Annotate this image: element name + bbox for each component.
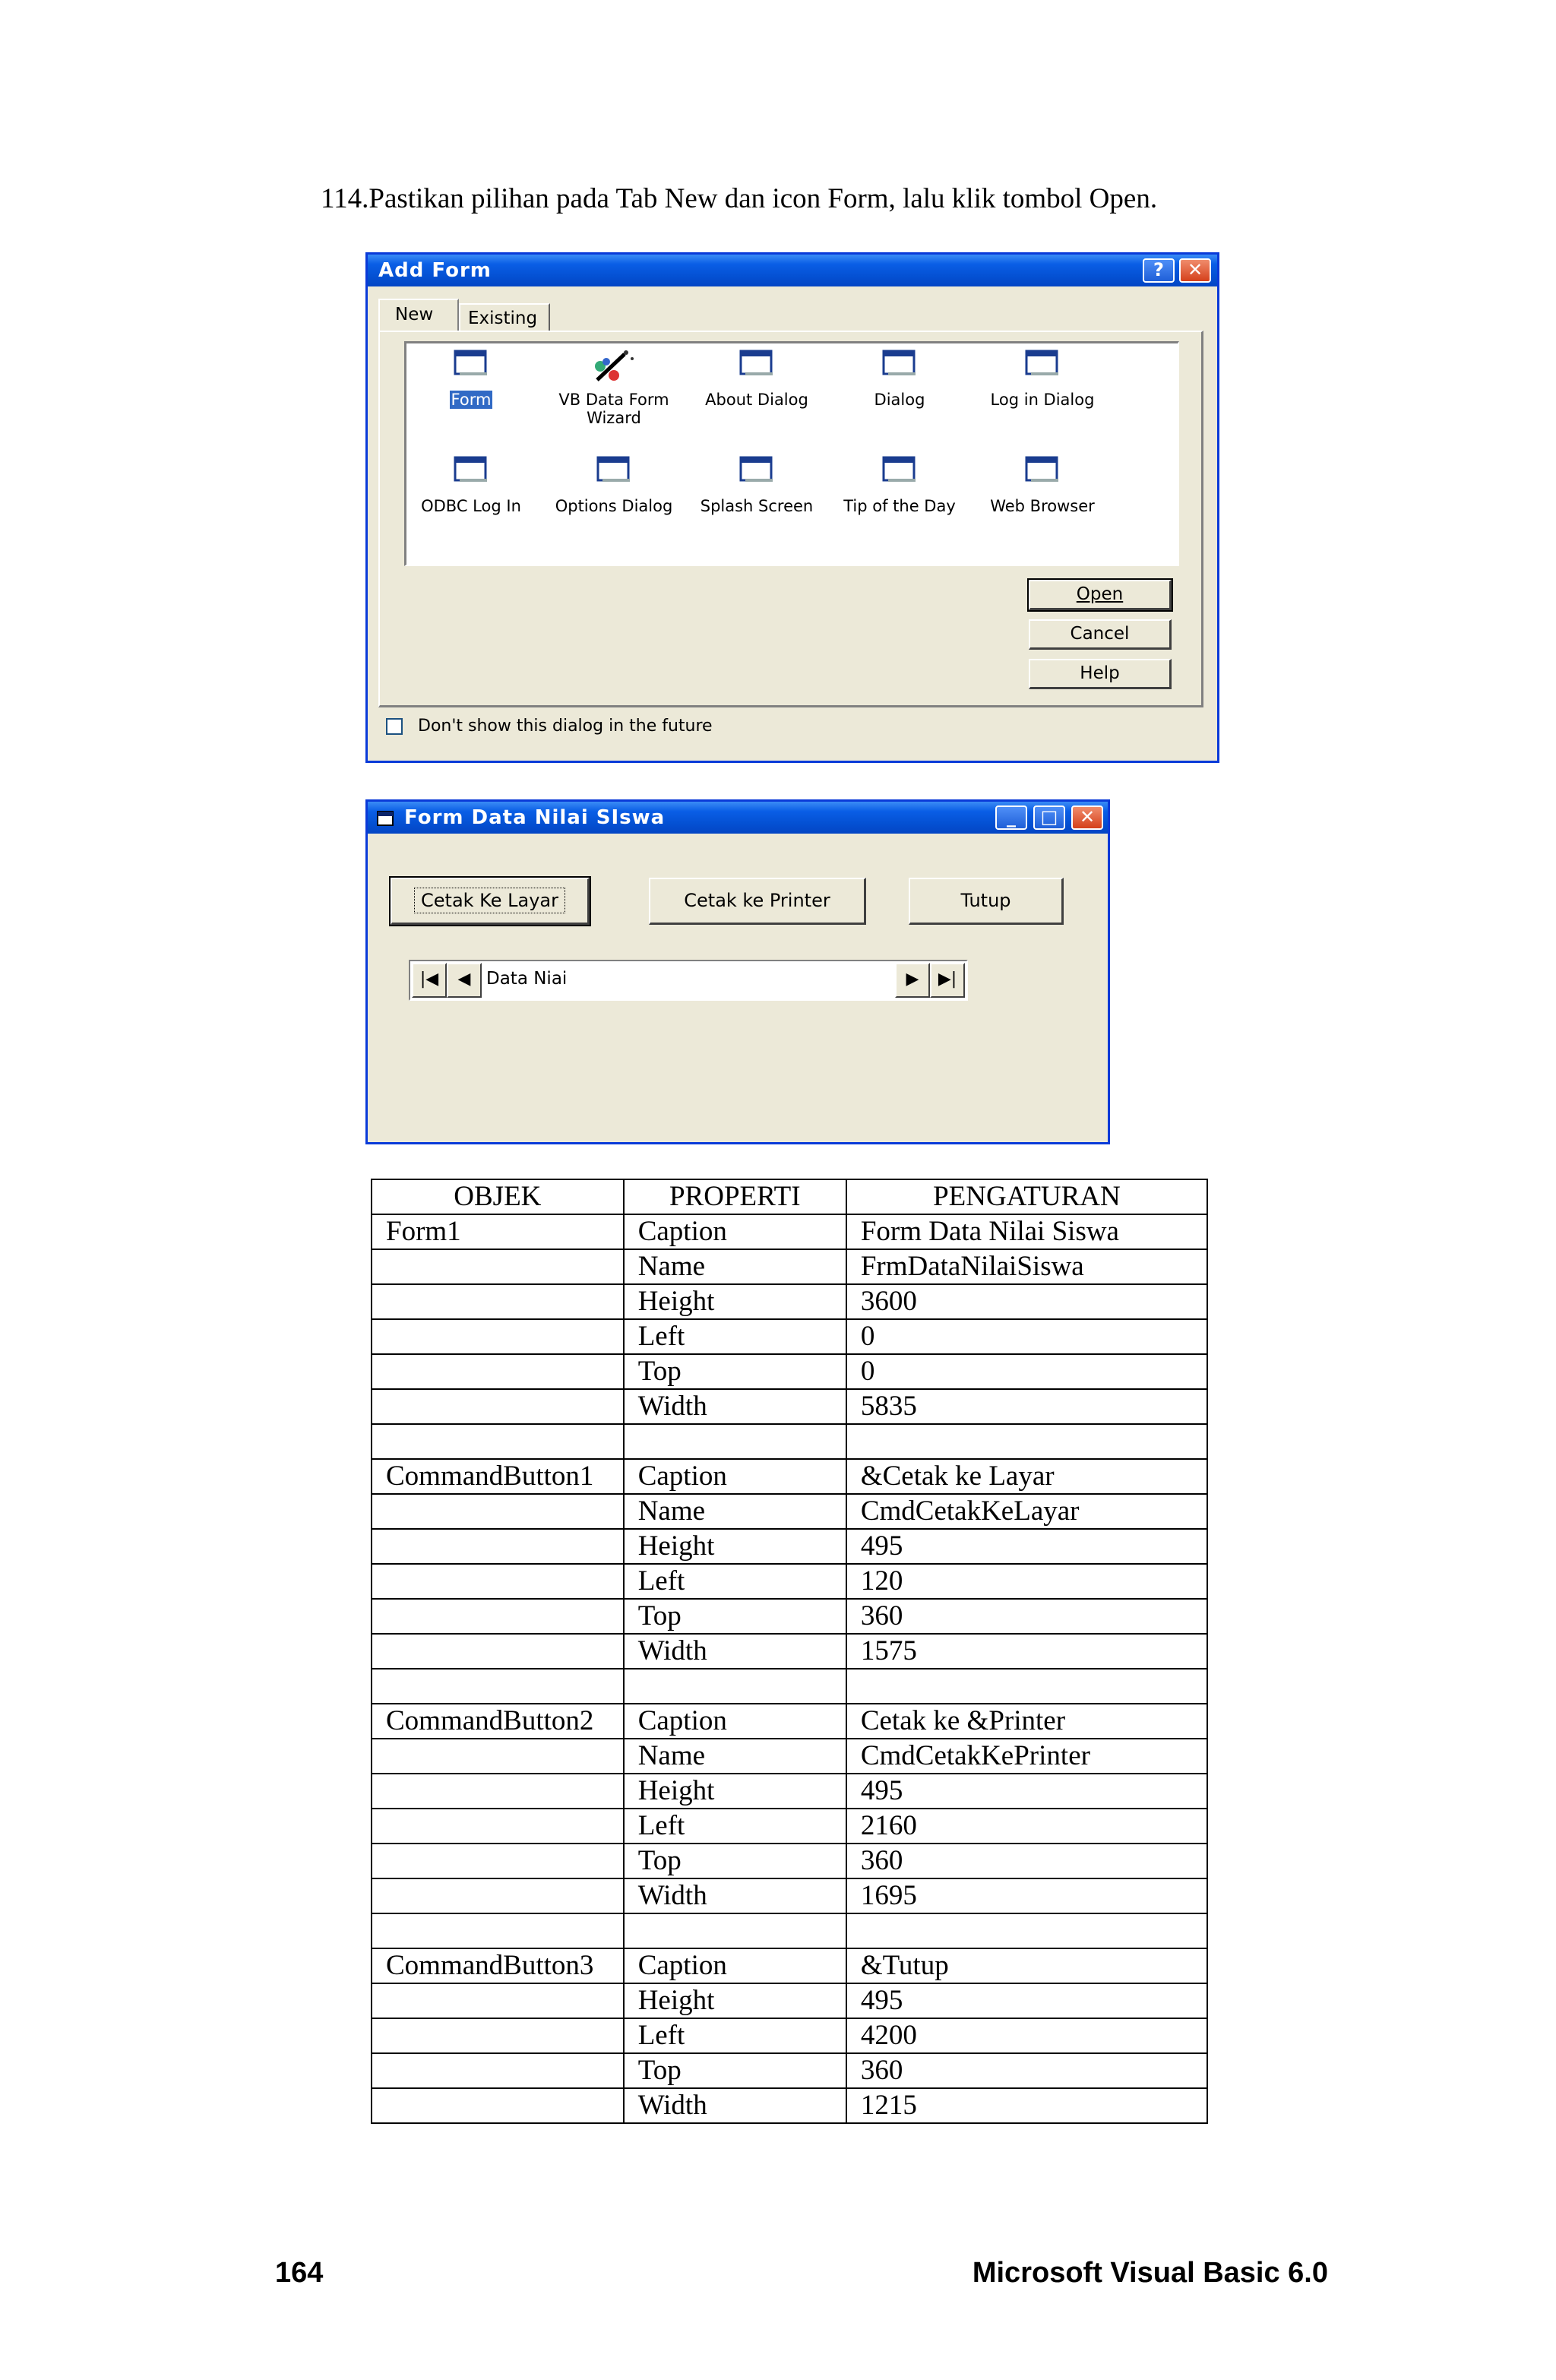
cell-pengaturan: 360: [846, 1844, 1207, 1878]
data-control[interactable]: [409, 960, 968, 1001]
cell-properti: Left: [624, 1319, 846, 1354]
cell-objek: [372, 2053, 624, 2088]
cell-objek: [372, 2088, 624, 2123]
move-next-button[interactable]: ▶: [895, 963, 930, 998]
cell-pengaturan: 5835: [846, 1389, 1207, 1424]
cell-objek: Form1: [372, 1214, 624, 1249]
cell-pengaturan: 495: [846, 1529, 1207, 1564]
cell-pengaturan: CmdCetakKePrinter: [846, 1739, 1207, 1774]
table-row: [372, 1774, 1207, 1809]
cell-properti: Width: [624, 1634, 846, 1669]
form-icon: [970, 348, 1115, 391]
table-row: [372, 1878, 1207, 1913]
table-row: [372, 1214, 1207, 1249]
help-title-button[interactable]: ?: [1143, 258, 1175, 283]
cell-properti: Name: [624, 1739, 846, 1774]
cell-pengaturan: 360: [846, 2053, 1207, 2088]
cell-pengaturan: 0: [846, 1354, 1207, 1389]
table-row: [372, 1983, 1207, 2018]
table-row: [372, 1529, 1207, 1564]
table-row: [372, 1459, 1207, 1494]
cell-pengaturan: &Cetak ke Layar: [846, 1459, 1207, 1494]
table-row: [372, 1704, 1207, 1739]
cell-pengaturan: 3600: [846, 1284, 1207, 1319]
add-form-title: Add Form: [378, 259, 492, 282]
add-form-dialog: [365, 252, 1219, 763]
cell-pengaturan: 0: [846, 1319, 1207, 1354]
table-row: [372, 1354, 1207, 1389]
form-type-label: Splash Screen: [700, 497, 814, 515]
table-row: [372, 1389, 1207, 1424]
add-form-titlebar[interactable]: [368, 255, 1217, 286]
cetak-ke-printer-button[interactable]: Cetak ke Printer: [649, 878, 866, 925]
form-type-item[interactable]: [399, 348, 543, 409]
cell-pengaturan: CmdCetakKeLayar: [846, 1494, 1207, 1529]
cell-properti: Caption: [624, 1704, 846, 1739]
cell-properti: [624, 1913, 846, 1948]
table-row: [372, 1599, 1207, 1634]
cell-properti: Left: [624, 2018, 846, 2053]
form-data-title: Form Data Nilai SIswa: [404, 806, 666, 829]
cell-objek: [372, 1634, 624, 1669]
cell-objek: [372, 1249, 624, 1284]
form-type-list: [404, 341, 1179, 566]
cell-objek: [372, 1739, 624, 1774]
header-pengaturan: PENGATURAN: [846, 1179, 1207, 1214]
form-data-window: [365, 799, 1110, 1144]
cell-objek: [372, 1494, 624, 1529]
cell-objek: [372, 2018, 624, 2053]
form-type-label: VB Data Form Wizard: [558, 391, 669, 427]
cell-objek: [372, 1774, 624, 1809]
table-row: [372, 1424, 1207, 1459]
form-icon: [970, 454, 1115, 497]
cell-properti: Top: [624, 2053, 846, 2088]
cell-pengaturan: 360: [846, 1599, 1207, 1634]
form-icon: [399, 348, 543, 391]
open-label: Open: [1076, 584, 1124, 604]
cell-objek: [372, 1424, 624, 1459]
cell-properti: Height: [624, 1774, 846, 1809]
cell-objek: [372, 1389, 624, 1424]
form-type-item[interactable]: [970, 454, 1115, 515]
form-type-label: Form: [451, 391, 492, 409]
cell-pengaturan: 2160: [846, 1809, 1207, 1844]
table-row: [372, 1634, 1207, 1669]
cell-pengaturan: FrmDataNilaiSiswa: [846, 1249, 1207, 1284]
form-type-label: About Dialog: [705, 391, 808, 409]
table-row: [372, 1739, 1207, 1774]
form-type-item[interactable]: [970, 348, 1115, 409]
table-row: [372, 2088, 1207, 2123]
cell-objek: [372, 1599, 624, 1634]
tab-existing[interactable]: Existing: [459, 303, 550, 331]
form-data-title-wrap: [377, 806, 665, 829]
cell-pengaturan: Form Data Nilai Siswa: [846, 1214, 1207, 1249]
table-row: [372, 1494, 1207, 1529]
cell-pengaturan: [846, 1424, 1207, 1459]
table-row: [372, 1669, 1207, 1704]
table-row: [372, 1948, 1207, 1983]
form-type-label: Options Dialog: [555, 497, 673, 515]
cell-properti: [624, 1424, 846, 1459]
form-type-item[interactable]: [542, 454, 686, 515]
close-title-button[interactable]: ✕: [1179, 258, 1211, 283]
table-row: [372, 1913, 1207, 1948]
move-last-button[interactable]: ▶|: [930, 963, 965, 998]
table-row: [372, 1809, 1207, 1844]
table-header-row: [372, 1179, 1207, 1214]
cetak-ke-layar-label: Cetak Ke Layar: [414, 888, 565, 913]
cell-properti: Caption: [624, 1948, 846, 1983]
cell-properti: Width: [624, 1389, 846, 1424]
minimize-button[interactable]: _: [995, 805, 1027, 830]
cell-objek: [372, 1669, 624, 1704]
header-properti: PROPERTI: [624, 1179, 846, 1214]
table-row: [372, 2053, 1207, 2088]
cell-pengaturan: 4200: [846, 2018, 1207, 2053]
form-type-item[interactable]: [685, 348, 829, 409]
header-objek: OBJEK: [372, 1179, 624, 1214]
cell-properti: Top: [624, 1844, 846, 1878]
cell-properti: Width: [624, 2088, 846, 2123]
cell-pengaturan: 1695: [846, 1878, 1207, 1913]
maximize-button[interactable]: □: [1033, 805, 1065, 830]
cetak-ke-layar-button[interactable]: [391, 878, 590, 925]
form-type-label: Tip of the Day: [843, 497, 956, 515]
form-icon: [685, 454, 829, 497]
cell-pengaturan: &Tutup: [846, 1948, 1207, 1983]
dont-show-checkbox-row[interactable]: [386, 717, 713, 736]
table-row: [372, 1844, 1207, 1878]
cell-properti: Left: [624, 1564, 846, 1599]
form-type-item[interactable]: [827, 348, 972, 409]
wizard-icon: [542, 348, 686, 391]
form-type-label: Dialog: [874, 391, 925, 409]
form-app-icon: [377, 811, 394, 826]
cell-objek: CommandButton2: [372, 1704, 624, 1739]
tutup-button[interactable]: Tutup: [909, 878, 1064, 925]
book-title: Microsoft Visual Basic 6.0: [972, 2257, 1328, 2289]
cell-properti: Height: [624, 1529, 846, 1564]
cell-objek: [372, 1529, 624, 1564]
cell-objek: [372, 1983, 624, 2018]
cell-properti: Name: [624, 1249, 846, 1284]
property-table: [371, 1179, 1208, 2124]
cell-pengaturan: [846, 1669, 1207, 1704]
form-type-label: Web Browser: [990, 497, 1095, 515]
page-number: 164: [275, 2257, 324, 2289]
cell-objek: CommandButton1: [372, 1459, 624, 1494]
cell-objek: [372, 1284, 624, 1319]
form-type-label: ODBC Log In: [421, 497, 521, 515]
cell-pengaturan: Cetak ke &Printer: [846, 1704, 1207, 1739]
form-data-titlebar[interactable]: [368, 802, 1108, 834]
dont-show-checkbox[interactable]: [386, 718, 403, 735]
form-type-item[interactable]: [685, 454, 829, 515]
form-type-item[interactable]: [827, 454, 972, 515]
cell-objek: [372, 1878, 624, 1913]
form-type-item[interactable]: [542, 348, 686, 427]
help-button[interactable]: Help: [1029, 659, 1172, 689]
cancel-button[interactable]: Cancel: [1029, 619, 1172, 650]
cell-pengaturan: 495: [846, 1774, 1207, 1809]
table-row: [372, 1564, 1207, 1599]
tab-new[interactable]: New: [378, 299, 459, 331]
instruction-text: 114.Pastikan pilihan pada Tab New dan icon Form, lalu klik tombol Open.: [321, 183, 1158, 214]
cell-properti: Width: [624, 1878, 846, 1913]
dont-show-label: Don't show this dialog in the future: [418, 717, 713, 736]
cell-properti: Height: [624, 1983, 846, 2018]
form-type-item[interactable]: [399, 454, 543, 515]
table-row: [372, 1319, 1207, 1354]
cell-properti: Left: [624, 1809, 846, 1844]
move-first-button[interactable]: |◀: [412, 963, 447, 998]
cell-pengaturan: [846, 1913, 1207, 1948]
cell-objek: [372, 1844, 624, 1878]
form-type-label: Log in Dialog: [990, 391, 1095, 409]
cell-pengaturan: 1575: [846, 1634, 1207, 1669]
table-row: [372, 1284, 1207, 1319]
table-row: [372, 1249, 1207, 1284]
cell-properti: Name: [624, 1494, 846, 1529]
form-icon: [827, 454, 972, 497]
open-button[interactable]: [1029, 580, 1172, 610]
cell-objek: [372, 1809, 624, 1844]
form-icon: [399, 454, 543, 497]
form-icon: [827, 348, 972, 391]
data-control-caption: Data Niai: [486, 969, 568, 989]
cell-pengaturan: 120: [846, 1564, 1207, 1599]
table-row: [372, 2018, 1207, 2053]
form-icon: [685, 348, 829, 391]
cell-objek: [372, 1564, 624, 1599]
cell-properti: Caption: [624, 1459, 846, 1494]
close-window-button[interactable]: ✕: [1071, 805, 1103, 830]
cell-objek: [372, 1319, 624, 1354]
cell-pengaturan: 495: [846, 1983, 1207, 2018]
cell-objek: CommandButton3: [372, 1948, 624, 1983]
move-previous-button[interactable]: ◀: [447, 963, 482, 998]
cell-properti: Caption: [624, 1214, 846, 1249]
cell-properti: Top: [624, 1354, 846, 1389]
form-icon: [542, 454, 686, 497]
cell-properti: [624, 1669, 846, 1704]
cell-objek: [372, 1354, 624, 1389]
cell-objek: [372, 1913, 624, 1948]
cell-pengaturan: 1215: [846, 2088, 1207, 2123]
cell-properti: Top: [624, 1599, 846, 1634]
cell-properti: Height: [624, 1284, 846, 1319]
